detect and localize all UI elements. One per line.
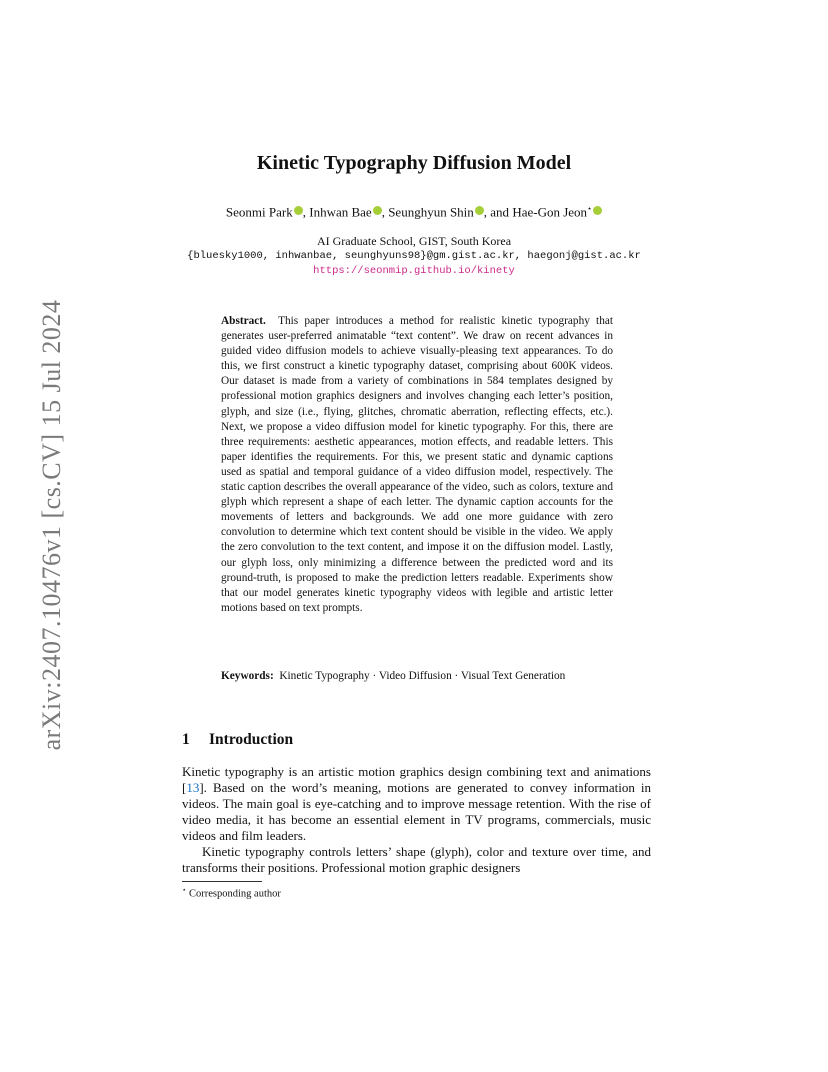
author-separator: , [381, 204, 389, 220]
author-emails: {bluesky1000, inhwanbae, seunghyuns98}@gm.gist.ac.kr, haegonj@gist.ac.kr [187, 250, 641, 262]
author-name: Hae-Gon Jeon [512, 204, 588, 220]
intro-text: Kinetic typography is an artistic motion graphics design combining text and animations [ [182, 764, 651, 795]
arxiv-identifier: arXiv:2407.10476v1 [cs.CV] 15 Jul 2024 [37, 299, 66, 751]
section-heading [182, 731, 293, 749]
author-separator: , [302, 204, 310, 220]
abstract [221, 314, 613, 616]
affiliation: AI Graduate School, GIST, South Korea [316, 234, 512, 248]
author-name: Seonmi Park [225, 204, 293, 220]
intro-paragraph-1 [182, 764, 651, 844]
author-name: Inhwan Bae [309, 204, 372, 220]
author-list [0, 204, 828, 220]
intro-text: ]. Based on the word’s meaning, motions are generated to convey information in videos. The main goal is eye-catching and to improve message retention. With the rise of video media, it has become an essential element in TV programs, commercials, music videos and film leaders. [182, 780, 651, 843]
introduction-body [182, 764, 651, 876]
intro-paragraph-2: Kinetic typography controls letters’ shape (glyph), color and texture over time, and transforms their positions. Professional motion graphic designers [182, 844, 651, 875]
abstract-text: This paper introduces a method for realistic kinetic typography that generates user-preferred animatable “text content”. We draw on recent advances in guided video diffusion models to achieve visually-pleasing text appearances. To do this, we first construct a kinetic typography dataset, comprising about 600K videos. Our dataset is made from a variety of combinations in 584 templates designed by professional motion graphics designers and involves changing each letter’s position, glyph, and size (i.e., flying, glitches, chromatic aberration, reflecting effects, etc.). Next, we propose a video diffusion model for kinetic typography. For this, there are three requirements: aesthetic appearances, motion effects, and readable letters. This paper identifies the requirements. For this, we present static and dynamic captions used as spatial and temporal guidance of a video diffusion model, respectively. The static caption describes the overall appearance of the video, such as colors, texture and glyph which represent a shape of each letter. The dynamic caption accounts for the movements of letters and backgrounds. We add one more guidance with zero convolution to determine which text content should be visible in the video. We apply the zero convolution to the text content, and impose it on the diffusion model. Lastly, our glyph loss, only minimizing a difference between the predicted word and its ground-truth, is proposed to make the prediction letters readable. Experiments show that our model generates kinetic typography videos with legible and artistic letter motions based on text prompts. [221, 315, 613, 614]
keywords-text: Kinetic Typography · Video Diffusion · Visual Text Generation [279, 670, 566, 682]
author-name: Seunghyun Shin [388, 204, 474, 220]
footnote-rule [182, 881, 262, 882]
paper-title: Kinetic Typography Diffusion Model [256, 152, 572, 174]
orcid-icon[interactable] [593, 206, 602, 215]
author-separator: , and [483, 204, 513, 220]
section-number: 1 [182, 731, 190, 748]
footnote [182, 886, 281, 900]
abstract-label: Abstract. [221, 315, 266, 327]
orcid-icon[interactable] [294, 206, 303, 215]
orcid-icon[interactable] [475, 206, 484, 215]
section-title: Introduction [209, 731, 294, 748]
citation-link[interactable]: 13 [186, 780, 200, 795]
footnote-text: Corresponding author [189, 888, 281, 900]
keywords-label: Keywords: [221, 670, 274, 682]
keywords [221, 670, 621, 682]
footnote-mark: ⋆ [182, 886, 187, 894]
orcid-icon[interactable] [373, 206, 382, 215]
corresponding-mark: ⋆ [587, 204, 593, 213]
project-url-link[interactable]: https://seonmip.github.io/kinety [313, 265, 515, 277]
